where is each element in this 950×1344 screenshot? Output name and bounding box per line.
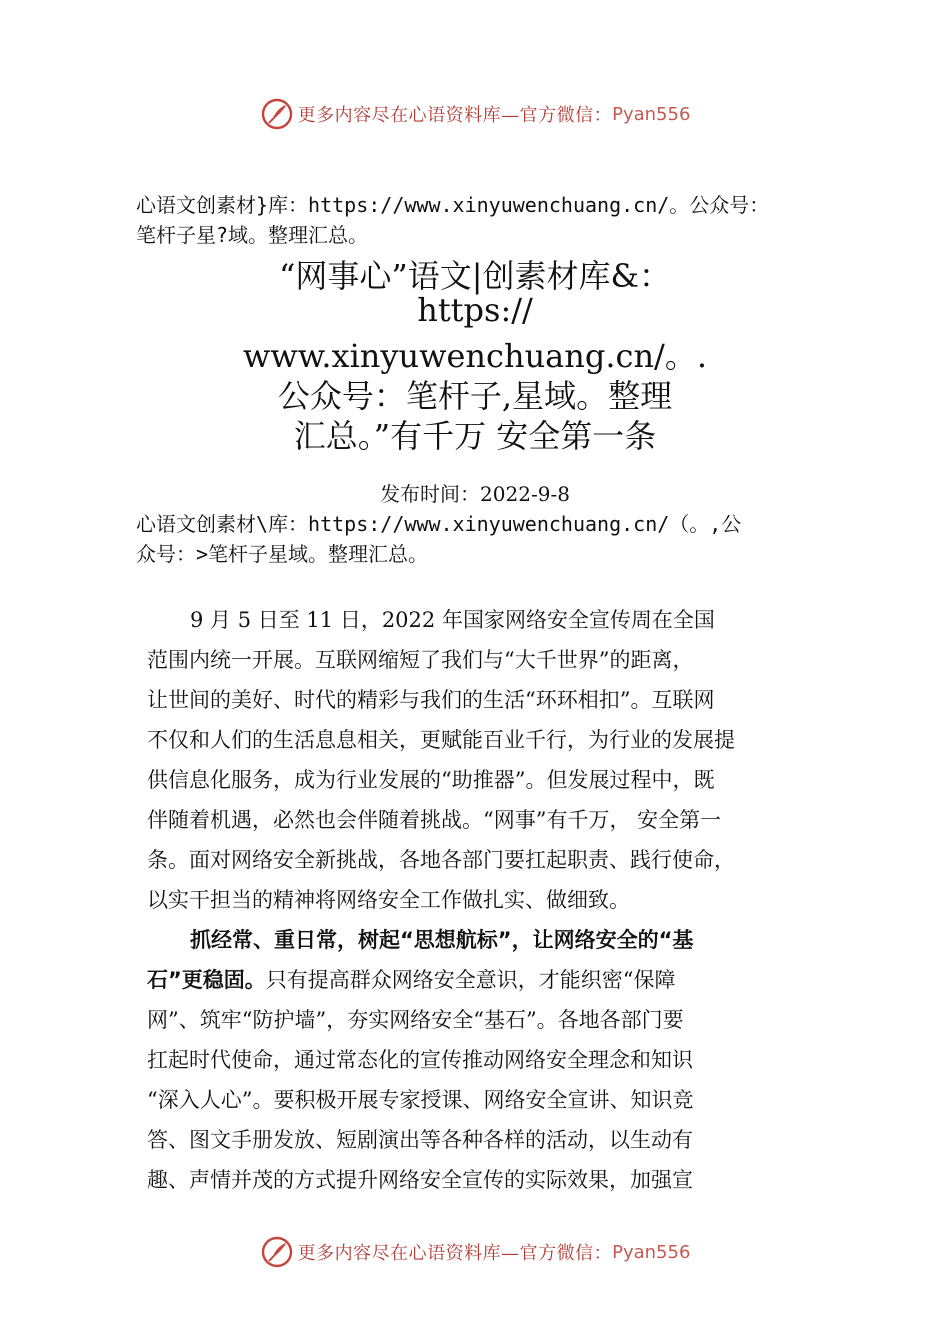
- source-note-line: 心语文创素材\库：https://www.xinyuwenchuang.cn/（。,公: [136, 512, 742, 536]
- title-line: 公众号：笔杆子,星域。整理: [277, 377, 673, 415]
- paragraph-line: 让世间的美好、时代的精彩与我们的生活“环环相扣”。互联网: [147, 688, 715, 712]
- paragraph-line: 伴随着机遇，必然也会伴随着挑战。“网事”有千万， 安全第一: [147, 808, 722, 832]
- title-line: 汇总。”有千万 安全第一条: [293, 417, 657, 455]
- title-line: “网事心”语文|创素材库&：: [279, 257, 671, 295]
- section-heading: 抓经常、重日常，树起“思想航标”，让网络安全的“基: [190, 928, 694, 952]
- section-heading-end: 石”更稳固。: [147, 968, 266, 992]
- paragraph-line: [147, 964, 676, 994]
- quill-logo-icon: [260, 97, 294, 131]
- paragraph-line: 不仅和人们的生活息息相关，更赋能百业千行，为行业的发展提: [147, 728, 735, 752]
- paragraph-line: 9 月 5 日至 11 日，2022 年国家网络安全宣传周在全国: [190, 608, 715, 632]
- paragraph-line: 供信息化服务，成为行业发展的“助推器”。但发展过程中，既: [147, 768, 715, 792]
- paragraph-line: 范围内统一开展。互联网缩短了我们与“大千世界”的距离，: [147, 648, 694, 672]
- footer-banner: [0, 1232, 950, 1272]
- source-note-line: 心语文创素材}库：https://www.xinyuwenchuang.cn/。公众号：: [136, 193, 770, 217]
- paragraph-line: 条。面对网络安全新挑战，各地各部门要扛起职责、践行使命，: [147, 848, 735, 872]
- paragraph-line: 扛起时代使命，通过常态化的宣传推动网络安全理念和知识: [147, 1048, 693, 1072]
- paragraph-line: 答、图文手册发放、短剧演出等各种各样的活动，以生动有: [147, 1128, 693, 1152]
- source-note-line: 众号：>笔杆子星域。整理汇总。: [136, 542, 429, 566]
- paragraph-line: 趣、声情并茂的方式提升网络安全宣传的实际效果，加强宣: [147, 1168, 693, 1192]
- header-banner: [0, 94, 950, 134]
- title-line: www.xinyuwenchuang.cn/。.: [242, 337, 708, 375]
- paragraph-line: 网”、筑牢“防护墙”，夯实网络安全“基石”。各地各部门要: [147, 1008, 684, 1032]
- header-text: 更多内容尽在心语资料库—官方微信：: [297, 105, 613, 126]
- paragraph-line: 以实干担当的精神将网络安全工作做扎实、做细致。: [147, 888, 630, 912]
- quill-logo-icon: [260, 1235, 294, 1269]
- title-line: https://: [417, 291, 533, 329]
- header-wechat-id: Pyan556: [612, 103, 691, 125]
- paragraph-line-text: 只有提高群众网络安全意识，才能织密“保障: [265, 968, 676, 992]
- paragraph-line: “深入人心”。要积极开展专家授课、网络安全宣讲、知识竞: [147, 1088, 694, 1112]
- footer-wechat-id: Pyan556: [612, 1241, 691, 1263]
- source-note-line: 笔杆子星?域。整理汇总。: [136, 223, 369, 247]
- publish-date: 发布时间：2022-9-8: [380, 482, 570, 506]
- footer-text: 更多内容尽在心语资料库—官方微信：: [297, 1243, 613, 1264]
